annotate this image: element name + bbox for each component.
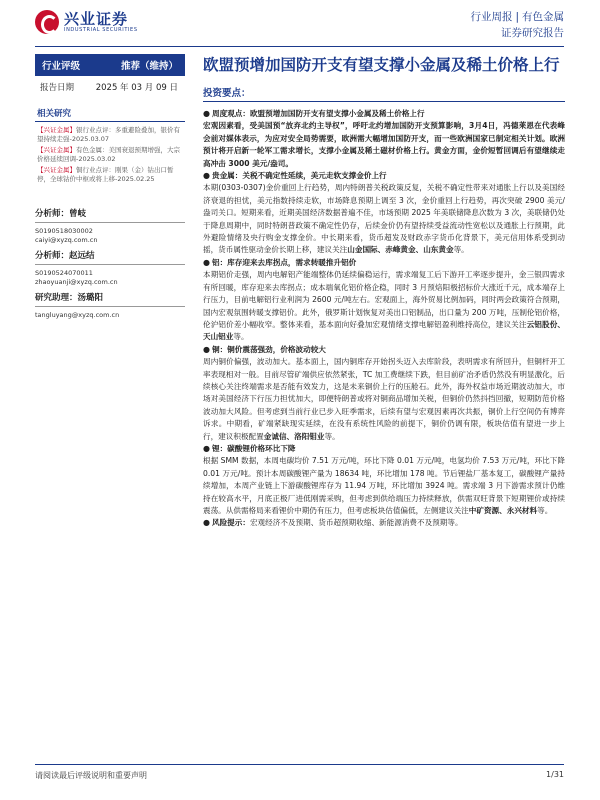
bullet-icon: ● <box>203 257 210 267</box>
report-type: 证券研究报告 <box>501 27 564 39</box>
summary-paragraph: 宏观因素看，受美国预“放弃北约主导权”，呼吁北约增加国防开支预算影响，3月4日，冯德莱恩在代表峰会前对媒体表示，为应对安全局势需要，欧洲需大幅增加国防开支，而一些欧洲国家已制定相关计划。欧洲预计将开启新一轮军工需求增长，支撑小金属及稀土磁材价格上行。黄金方面，金价短暂回调后有望继续走高冲击 3000 美元/盎司。 <box>203 121 565 168</box>
body-paragraph: 本期(0303-0307)金价重回上行趋势，周内特朗普关税政策反复，关税不确定性带来对通胀上行以及美国经济衰退的担忧，美元指数持续走软，市场降息预期上调至 3 次，金价重回上行趋势，再次突破 2900 美元/盎司关口。短期来看，近期美国经济数据普遍不佳，市场预期 2025 年美联储降息次数为 3 次，美联储仍处于降息周期中，同时特朗普政策不确定性仍存，后续金价仍有望持续受益流动性宽松以及通胀上行预期，此外避险情绪及央行购金支撑金价。中长期来看，货币超发及财政赤字货币化背景下，美元信用体系受到动摇，货币属性驱动金价长期上移，建议关注山金国际、赤峰黄金、山东黄金等。 <box>203 183 565 255</box>
bullet-icon: ● <box>203 518 210 528</box>
tail-text: 等。 <box>233 332 249 342</box>
footer-disclaimer: 请阅读最后评级说明和重要声明 <box>35 771 147 780</box>
date-label: 报告日期 <box>40 83 75 93</box>
recommended-stocks: 金诚信、洛阳钼业 <box>263 431 325 441</box>
tail-text: 等。 <box>324 431 340 441</box>
header-right: 行业周报 | 有色金属 证券研究报告 <box>470 11 564 39</box>
company-logo <box>35 10 138 34</box>
bullet-heading: ● 铝：库存迎来去库拐点，需求转暖推升铝价 <box>203 257 565 269</box>
footer-divider <box>35 764 564 765</box>
logo-cn-text: 兴业证券 <box>64 9 129 28</box>
analyst-name: 分析师：曾岐 <box>35 209 87 219</box>
rating-label: 行业评级 <box>42 61 81 72</box>
tag-sector: 有色金属 <box>522 11 564 23</box>
analyst-name: 分析师：赵远结 <box>35 251 95 261</box>
report-body <box>203 108 565 530</box>
report-date-row <box>35 76 185 93</box>
analyst-id: S0190518030002 <box>35 227 93 235</box>
tail-text: 等。 <box>453 245 469 255</box>
main-content <box>203 54 565 530</box>
recommended-stocks: 山金国际、赤峰黄金、山东黄金 <box>347 245 454 255</box>
related-research-list <box>35 126 185 184</box>
related-research-title: 相关研究 <box>35 107 185 122</box>
bullet-icon: ● <box>203 443 210 453</box>
recommended-stocks: 中矿资源、永兴材料 <box>468 506 538 515</box>
body-paragraph: 根据 SMM 数据，本周电碳均价 7.51 万元/吨，环比下降 0.01 万元/吨，电氢均价 7.53 万元/吨，环比下降 0.01 万元/吨。预计本周碳酸锂产量为 18634 吨，环比增加 178 吨。节后锂盐厂基本复工，碳酸锂产量持续增加，本周产业链上下游碳酸锂库存为 11.94 万吨，环比增加 3924 吨。需求端 3 月下游需求预计仍维持在较高水平，月底正极厂进低刚需采购，但考虑到供给端压力持续释放，供需双旺背景下短期锂价或持续震荡。从供需格局来看锂价中期仍有压力，但考虑板块估值偏低，左侧建议关注中矿资源、永兴材料等。 <box>203 456 565 515</box>
analyst-email[interactable]: tangluyang@xyzq.com.cn <box>35 311 120 319</box>
analyst-email[interactable]: caiyi@xyzq.com.cn <box>35 236 98 244</box>
logo-icon <box>35 10 59 34</box>
tail-text: 等。 <box>537 506 553 515</box>
analyst-list <box>35 208 185 320</box>
bullet-icon: ● <box>203 344 210 354</box>
sidebar <box>35 54 185 325</box>
analyst-card <box>35 208 185 245</box>
related-item[interactable]: 【兴证金属】银行业点评：多重避险叠加，银价有望持续走强-2025.03.07 <box>37 126 180 143</box>
bullet-heading: ● 贵金属：关税不确定性延续，美元走软支撑金价上行 <box>203 170 565 182</box>
analyst-card <box>35 292 185 320</box>
analyst-id: S0190524070011 <box>35 269 93 277</box>
analyst-card <box>35 250 185 287</box>
recommended-stocks: 云铝股份、天山铝业 <box>203 319 566 342</box>
bullet-heading: ● 周度观点：欧盟预增加国防开支有望支撑小金属及稀土价格上行 <box>203 108 565 120</box>
tag-weekly: 行业周报 <box>470 11 513 23</box>
page-number: 1/31 <box>546 770 564 779</box>
rating-box <box>35 54 185 76</box>
report-title: 欧盟预增加国防开支有望支撑小金属及稀土价格上行 <box>203 56 560 74</box>
section-heading: 投资要点： <box>203 85 565 102</box>
body-paragraph: 周内铜价偏强，波动加大。基本面上，国内铜库存开始拐头迈入去库阶段，表明需求有所回升，但铜杆开工率表现相对一般。目前尽管矿端供应依然紧张，TC 加工费继续下跌，但目前矿冶矛盾仍然没有明显激化，后续核心关注终端需求是否能有效发力，这是未来铜价上行的压舱石。此外，海外权益市场近期波动加大，市场对美国经济下行压力担忧加大，即便特朗普或将对铜商品增加关税，但铜价仍然抖挡回撤，短期防范价格波动加大风险。但考虑到当前行业已步入旺季需求，后续有望与宏观因素再次共振，铜价上行空间仍有博弈诉求。中期看，矿端紧缺现实延续，在没有系统性风险的前提下，铜价仍调有限，板块估值有望进一步上行，建议积极配置金诚信、洛阳钼业等。 <box>203 357 565 441</box>
header-divider <box>35 46 564 47</box>
analyst-email[interactable]: zhaoyuanji@xyzq.com.cn <box>35 278 118 286</box>
related-item[interactable]: 【兴证金属】铜行业点评：刚果（金）钴出口暂停，全球钴价中枢或将上移-2025.02.25 <box>37 166 174 183</box>
analyst-name: 研究助理：汤璐阳 <box>35 293 104 303</box>
bullet-icon: ● <box>203 109 210 118</box>
date-value: 2025 年 03 月 09 日 <box>95 83 178 93</box>
bullet-icon: ● <box>203 171 210 181</box>
body-paragraph: 本期铝价走强，周内电解铝产能端整体仍延续偏稳运行，需求端复工后下游开工率逐步提升，金三银四需求有所回暖，库存迎来去库拐点；成本端氧化铝价格企稳，同时 3 月预焙阳极招标价大涨近千元，成本端存上行压力，目前电解铝行业利润为 2600 元/吨左右。宏观面上，海外贸易比例加码，同时两会政策符合预期，国内宏观氛围转暖支撑铝价。此外，俄罗斯计划恢复对美出口铝制品，出口量为 200 万吨，压制伦铝价格，伦沪铝价差小幅收窄。整体来看，基本面向好叠加宏观情绪支撑电解铝盈利维持高位，建议关注云铝股份、天山铝业等。 <box>203 270 566 342</box>
rating-value: 推荐（维持） <box>120 61 178 72</box>
logo-en-text: INDUSTRIAL SECURITIES <box>64 26 138 33</box>
related-item[interactable]: 【兴证金属】有色金属：美国衰退预期增强，大宗价格延续回调-2025.03.02 <box>37 146 180 163</box>
bullet-heading: ● 锂：碳酸锂价格环比下降 <box>203 443 565 455</box>
risk-warning: ● 风险提示：宏观经济不及预期、货币超预期收缩、新能源消费不及预期等。 <box>203 517 565 529</box>
bullet-heading: ● 铜：铜价震荡强劲，价格波动较大 <box>203 344 565 356</box>
